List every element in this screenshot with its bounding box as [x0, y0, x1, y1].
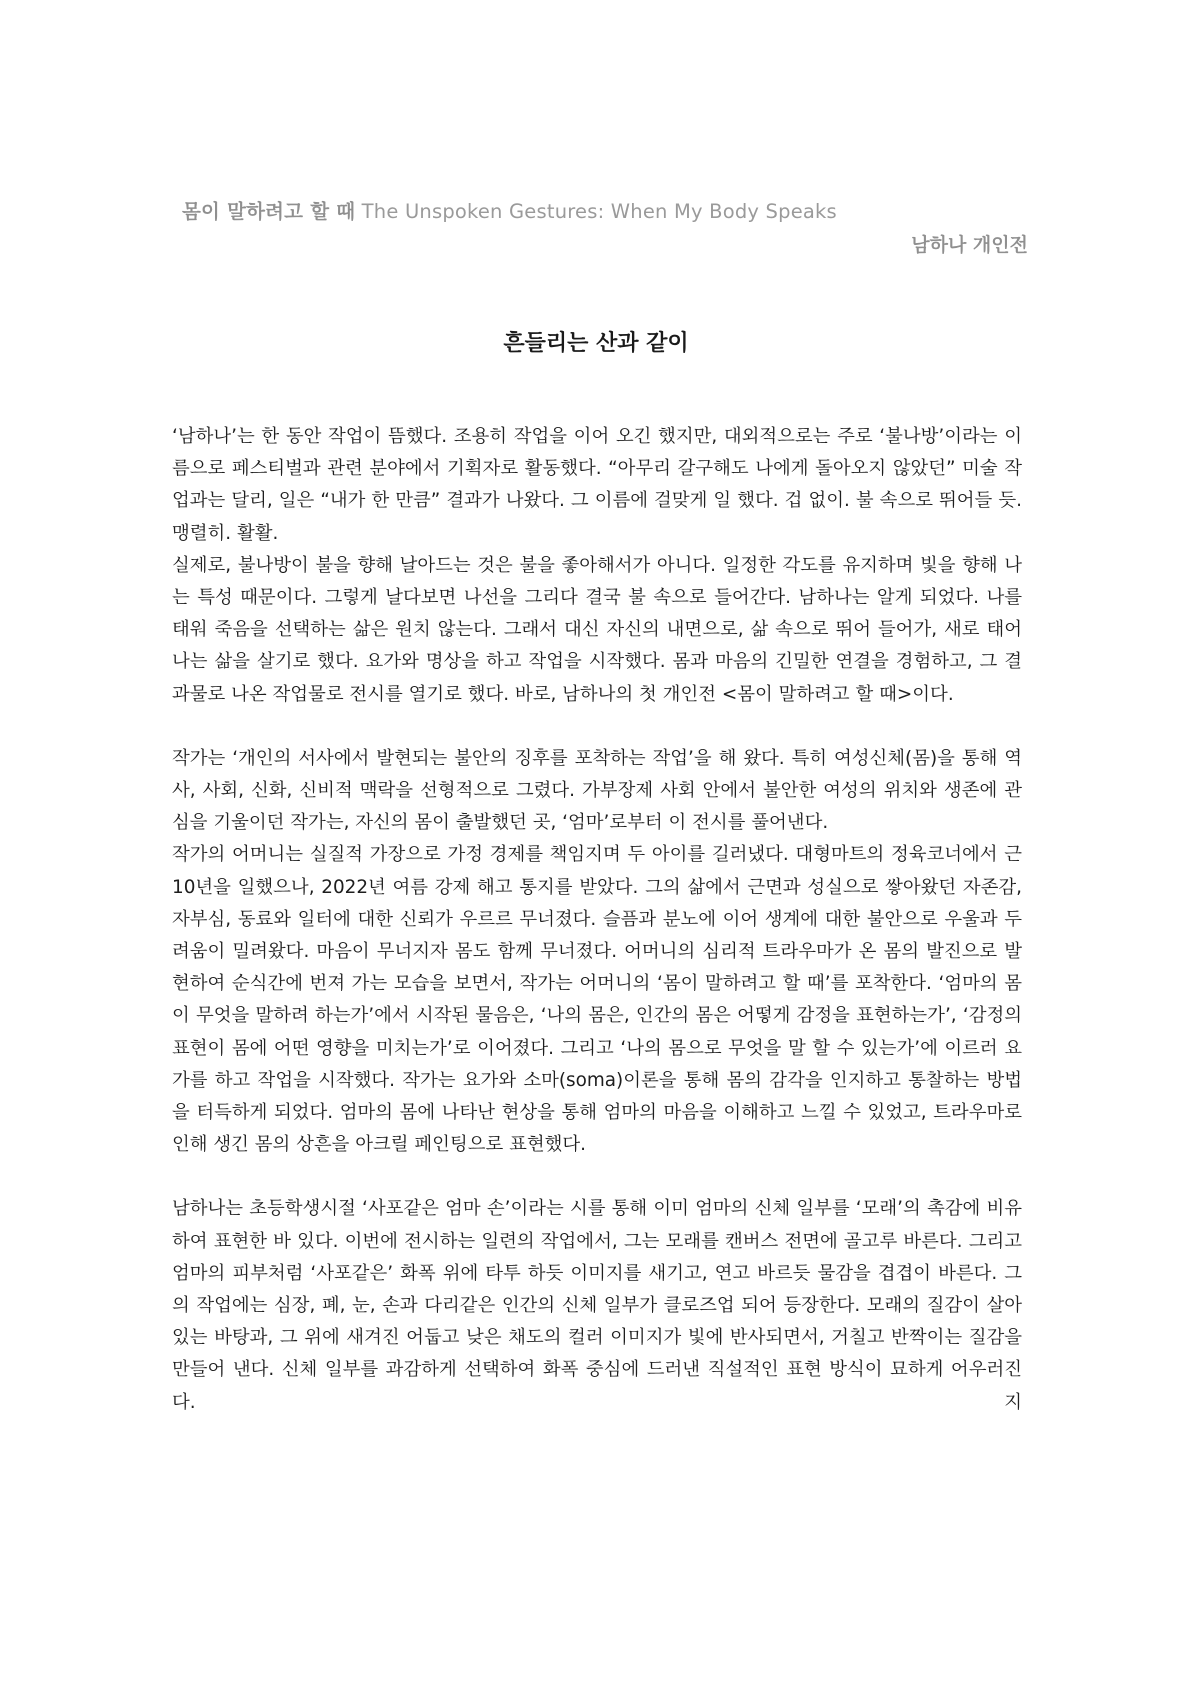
exhibition-header	[182, 196, 837, 224]
exhibition-subtitle: 남하나 개인전	[911, 234, 1028, 256]
header-title-english: The Unspoken Gestures: When My Body Speaks	[361, 200, 837, 223]
essay-title: 흔들리는 산과 같이	[503, 331, 689, 356]
essay-paragraph: 작가의 어머니는 실질적 가장으로 가정 경제를 책임지며 두 아이를 길러냈다. 대형마트의 정육코너에서 근 10년을 일했으나, 2022년 여름 강제 해고 통지를 받았다. 그의 삶에서 근면과 성실으로 쌓아왔던 자존감, 자부심, 동료와 일터에 대한 신뢰가 우르르 무너졌다. 슬픔과 분노에 이어 생계에 대한 불안으로 우울과 두려움이 밀려왔다. 마음이 무너지자 몸도 함께 무너졌다. 어머니의 심리적 트라우마가 온 몸의 발진으로 발현하여 순식간에 번져 가는 모습을 보면서, 작가는 어머니의 ‘몸이 말하려고 할 때’를 포착한다. ‘엄마의 몸이 무엇을 말하려 하는가’에서 시작된 물음은, ‘나의 몸은, 인간의 몸은 어떻게 감정을 표현하는가’, ‘감정의 표현이 몸에 어떤 영향을 미치는가’로 이어졌다. 그리고 ‘나의 몸으로 무엇을 말 할 수 있는가’에 이르러 요가를 하고 작업을 시작했다. 작가는 요가와 소마(soma)이론을 통해 몸의 감각을 인지하고 통찰하는 방법을 터득하게 되었다. 엄마의 몸에 나타난 현상을 통해 엄마의 마음을 이해하고 느낄 수 있었고, 트라우마로 인해 생긴 몸의 상흔을 아크릴 페인팅으로 표현했다.	[172, 844, 1022, 1156]
essay-paragraph: ‘남하나’는 한 동안 작업이 뜸했다. 조용히 작업을 이어 오긴 했지만, 대외적으로는 주로 ‘불나방’이라는 이름으로 페스티벌과 관련 분야에서 기획자로 활동했다. “아무리 갈구해도 나에게 돌아오지 않았던” 미술 작업과는 달리, 일은 “내가 한 만큼” 결과가 나왔다. 그 이름에 걸맞게 일 했다. 겁 없이. 불 속으로 뛰어들 듯. 맹렬히. 활활.	[172, 426, 1022, 544]
essay-paragraph: 실제로, 불나방이 불을 향해 날아드는 것은 불을 좋아해서가 아니다. 일정한 각도를 유지하며 빛을 향해 나는 특성 때문이다. 그렇게 날다보면 나선을 그리다 결국 불 속으로 들어간다. 남하나는 알게 되었다. 나를 태워 죽음을 선택하는 삶은 원치 않는다. 그래서 대신 자신의 내면으로, 삶 속으로 뛰어 들어가, 새로 태어나는 삶을 살기로 했다. 요가와 명상을 하고 작업을 시작했다. 몸과 마음의 긴밀한 연결을 경험하고, 그 결과물로 나온 작업물로 전시를 열기로 했다. 바로, 남하나의 첫 개인전 <몸이 말하려고 할 때>이다.	[172, 554, 1022, 705]
essay-body	[172, 421, 1022, 1419]
essay-paragraph: 작가는 ‘개인의 서사에서 발현되는 불안의 징후를 포착하는 작업’을 해 왔다. 특히 여성신체(몸)을 통해 역사, 사회, 신화, 신비적 맥락을 선형적으로 그렸다. 가부장제 사회 안에서 불안한 여성의 위치와 생존에 관심을 기울이던 작가는, 자신의 몸이 출발했던 곳, ‘엄마’로부터 이 전시를 풀어낸다.	[172, 747, 1022, 834]
essay-paragraph: 남하나는 초등학생시절 ‘사포같은 엄마 손’이라는 시를 통해 이미 엄마의 신체 일부를 ‘모래’의 촉감에 비유하여 표현한 바 있다. 이번에 전시하는 일련의 작업에서, 그는 모래를 캔버스 전면에 골고루 바른다. 그리고 엄마의 피부처럼 ‘사포같은’ 화폭 위에 타투 하듯 이미지를 새기고, 연고 바르듯 물감을 겹겹이 바른다. 그의 작업에는 심장, 폐, 눈, 손과 다리같은 인간의 신체 일부가 클로즈업 되어 등장한다. 모래의 질감이 살아있는 바탕과, 그 위에 새겨진 어둡고 낮은 채도의 컬러 이미지가 빛에 반사되면서, 거칠고 반짝이는 질감을 만들어 낸다. 신체 일부를 과감하게 선택하여 화폭 중심에 드러낸 직설적인 표현 방식이 묘하게 어우러진다. 지	[172, 1198, 1022, 1413]
header-title-korean: 몸이 말하려고 할 때	[182, 200, 356, 223]
